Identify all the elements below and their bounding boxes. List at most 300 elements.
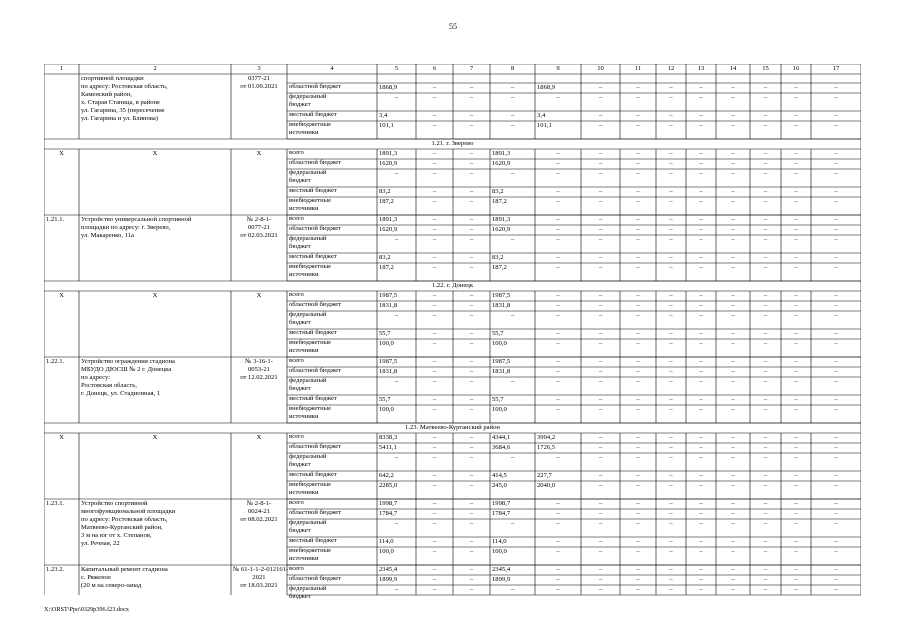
value-cell-col11: –: [636, 444, 640, 451]
value-cell-col5: 83,2: [379, 188, 391, 195]
value-cell-col15: –: [763, 434, 768, 441]
value-cell-col8: 1620,9: [492, 160, 511, 167]
value-cell-col14: –: [731, 150, 735, 157]
value-cell-col6: –: [432, 500, 437, 507]
value-cell-col12: –: [669, 368, 673, 375]
value-cell-col17: –: [834, 538, 838, 545]
value-cell-col15: –: [763, 586, 768, 593]
value-cell-col16: –: [794, 406, 798, 413]
value-cell-col10: –: [598, 150, 603, 157]
value-cell-col5: –: [394, 520, 399, 527]
value-cell-col11: –: [636, 198, 640, 205]
x-mark: Х: [256, 434, 262, 441]
value-cell-col15: –: [763, 482, 768, 489]
value-cell-col10: –: [598, 566, 603, 573]
value-cell-col10: –: [598, 340, 603, 347]
value-cell-col8: 1620,9: [492, 226, 511, 233]
value-cell-col13: –: [699, 472, 703, 479]
value-cell-col10: –: [598, 368, 603, 375]
value-cell-col16: –: [794, 236, 798, 243]
value-cell-col6: –: [432, 566, 437, 573]
value-cell-col9: –: [556, 236, 560, 243]
value-cell-col8: 1831,8: [492, 368, 511, 375]
value-cell-col13: –: [699, 292, 703, 299]
value-cell-col7: –: [469, 122, 474, 129]
value-cell-col10: –: [598, 406, 603, 413]
budget-type-ext: внебюджетные источники: [289, 481, 332, 496]
value-cell-col12: –: [669, 292, 673, 299]
value-cell-col13: –: [699, 566, 703, 573]
budget-type-fed: федеральный бюджет: [289, 585, 327, 600]
value-cell-col7: –: [469, 538, 474, 545]
budget-type-all: всего: [289, 291, 304, 298]
object-name: Устройство спортивной многофункциональной площадки по адресу: Ростовская область, Матвеево-Курганский район, 3 м на юг от х. Степанов, ул. Речная, 22: [81, 500, 176, 547]
value-cell-col6: –: [432, 198, 437, 205]
value-cell-col6: –: [432, 150, 437, 157]
budget-type-fed: федеральный бюджет: [289, 377, 327, 392]
value-cell-col16: –: [794, 254, 798, 261]
value-cell-col9: –: [556, 548, 560, 555]
value-cell-col11: –: [636, 112, 640, 119]
value-cell-col17: –: [834, 340, 838, 347]
budget-type-loc: местный бюджет: [289, 537, 337, 544]
section-title: 1.22. г. Донецк: [431, 282, 474, 289]
value-cell-col17: –: [834, 358, 838, 365]
value-cell-col9: –: [556, 150, 560, 157]
value-cell-col8: –: [510, 122, 515, 129]
value-cell-col5: 1620,9: [379, 226, 398, 233]
value-cell-col11: –: [636, 472, 640, 479]
value-cell-col6: –: [432, 330, 437, 337]
value-cell-col7: –: [469, 358, 474, 365]
value-cell-col7: –: [469, 566, 474, 573]
value-cell-col9: –: [556, 254, 560, 261]
value-cell-col8: 187,2: [492, 264, 507, 271]
value-cell-col11: –: [636, 482, 640, 489]
column-header-7: 7: [469, 65, 474, 72]
budget-type-fed: федеральный бюджет: [289, 311, 327, 326]
value-cell-col7: –: [469, 330, 474, 337]
value-cell-col12: –: [669, 122, 673, 129]
value-cell-col11: –: [636, 170, 640, 177]
value-cell-col12: –: [669, 150, 673, 157]
value-cell-col16: –: [794, 396, 798, 403]
value-cell-col14: –: [731, 586, 735, 593]
value-cell-col8: –: [510, 84, 515, 91]
value-cell-col6: –: [432, 84, 437, 91]
value-cell-col10: –: [598, 444, 603, 451]
value-cell-col13: –: [699, 378, 703, 385]
value-cell-col12: –: [669, 586, 673, 593]
value-cell-col15: –: [763, 576, 768, 583]
value-cell-col8: –: [510, 378, 515, 385]
value-cell-col15: –: [763, 122, 768, 129]
value-cell-col13: –: [699, 538, 703, 545]
value-cell-col9: –: [556, 264, 560, 271]
value-cell-col13: –: [699, 548, 703, 555]
value-cell-col11: –: [636, 94, 640, 101]
x-mark: Х: [59, 150, 64, 157]
value-cell-col6: –: [432, 378, 437, 385]
value-cell-col9: –: [556, 216, 560, 223]
value-cell-col6: –: [432, 472, 437, 479]
value-cell-col10: –: [598, 312, 603, 319]
value-cell-col11: –: [636, 406, 640, 413]
value-cell-col11: –: [636, 368, 640, 375]
value-cell-col12: –: [669, 264, 673, 271]
value-cell-col11: –: [636, 226, 640, 233]
value-cell-col15: –: [763, 94, 768, 101]
value-cell-col10: –: [598, 188, 603, 195]
value-cell-col12: –: [669, 500, 673, 507]
value-cell-col6: –: [432, 434, 437, 441]
value-cell-col17: –: [834, 520, 838, 527]
value-cell-col9: –: [556, 586, 560, 593]
budget-type-all: всего: [289, 357, 304, 364]
value-cell-col12: –: [669, 576, 673, 583]
value-cell-col7: –: [469, 84, 474, 91]
value-cell-col14: –: [731, 330, 735, 337]
value-cell-col10: –: [598, 576, 603, 583]
value-cell-col15: –: [763, 472, 768, 479]
value-cell-col14: –: [731, 396, 735, 403]
value-cell-col12: –: [669, 538, 673, 545]
value-cell-col15: –: [763, 340, 768, 347]
value-cell-col11: –: [636, 302, 640, 309]
value-cell-col11: –: [636, 548, 640, 555]
value-cell-col14: –: [731, 444, 735, 451]
budget-type-fed: федеральный бюджет: [289, 235, 327, 250]
value-cell-col17: –: [834, 396, 838, 403]
value-cell-col5: 2345,4: [379, 566, 398, 573]
value-cell-col5: –: [394, 236, 399, 243]
value-cell-col7: –: [469, 226, 474, 233]
value-cell-col16: –: [794, 94, 798, 101]
value-cell-col7: –: [469, 454, 474, 461]
value-cell-col6: –: [432, 236, 437, 243]
value-cell-col8: 1891,3: [492, 150, 511, 157]
value-cell-col15: –: [763, 520, 768, 527]
document-number: 0377-21 от 01.09.2021: [240, 75, 278, 90]
value-cell-col16: –: [794, 150, 798, 157]
value-cell-col5: –: [394, 586, 399, 593]
value-cell-col5: –: [394, 312, 399, 319]
value-cell-col13: –: [699, 406, 703, 413]
value-cell-col7: –: [469, 444, 474, 451]
value-cell-col13: –: [699, 236, 703, 243]
value-cell-col12: –: [669, 170, 673, 177]
value-cell-col16: –: [794, 368, 798, 375]
item-number: 1.23.2.: [46, 566, 65, 573]
value-cell-col7: –: [469, 254, 474, 261]
value-cell-col5: 100,0: [379, 548, 394, 555]
value-cell-col16: –: [794, 312, 798, 319]
value-cell-col10: –: [598, 216, 603, 223]
value-cell-col16: –: [794, 188, 798, 195]
value-cell-col11: –: [636, 312, 640, 319]
value-cell-col5: 187,2: [379, 264, 394, 271]
value-cell-col13: –: [699, 358, 703, 365]
value-cell-col6: –: [432, 510, 437, 517]
value-cell-col5: 1998,7: [379, 500, 398, 507]
document-number: № 61-1-1-2-012161- 2021 от 18.03.2021: [233, 566, 289, 589]
value-cell-col17: –: [834, 472, 838, 479]
value-cell-col14: –: [731, 500, 735, 507]
budget-type-fed: федеральный бюджет: [289, 169, 327, 184]
value-cell-col9: 227,7: [537, 472, 552, 479]
value-cell-col14: –: [731, 94, 735, 101]
item-number: 1.21.1.: [46, 216, 65, 223]
value-cell-col10: –: [598, 236, 603, 243]
value-cell-col6: –: [432, 226, 437, 233]
value-cell-col6: –: [432, 358, 437, 365]
budget-type-obl: областной бюджет: [289, 367, 342, 374]
value-cell-col10: –: [598, 520, 603, 527]
value-cell-col7: –: [469, 170, 474, 177]
value-cell-col17: –: [834, 406, 838, 413]
value-cell-col16: –: [794, 434, 798, 441]
value-cell-col10: –: [598, 482, 603, 489]
value-cell-col10: –: [598, 472, 603, 479]
value-cell-col16: –: [794, 548, 798, 555]
value-cell-col11: –: [636, 160, 640, 167]
value-cell-col12: –: [669, 472, 673, 479]
value-cell-col15: –: [763, 112, 768, 119]
value-cell-col14: –: [731, 84, 735, 91]
value-cell-col17: –: [834, 330, 838, 337]
value-cell-col6: –: [432, 444, 437, 451]
value-cell-col17: –: [834, 198, 838, 205]
value-cell-col9: –: [556, 302, 560, 309]
column-header-2: 2: [153, 65, 157, 72]
value-cell-col13: –: [699, 264, 703, 271]
value-cell-col14: –: [731, 538, 735, 545]
value-cell-col13: –: [699, 500, 703, 507]
value-cell-col7: –: [469, 368, 474, 375]
value-cell-col7: –: [469, 264, 474, 271]
value-cell-col14: –: [731, 302, 735, 309]
value-cell-col11: –: [636, 188, 640, 195]
value-cell-col6: –: [432, 122, 437, 129]
x-mark: Х: [59, 434, 64, 441]
value-cell-col9: –: [556, 330, 560, 337]
value-cell-col15: –: [763, 454, 768, 461]
value-cell-col16: –: [794, 576, 798, 583]
value-cell-col12: –: [669, 510, 673, 517]
value-cell-col17: –: [834, 454, 838, 461]
value-cell-col6: –: [432, 188, 437, 195]
value-cell-col17: –: [834, 510, 838, 517]
value-cell-col10: –: [598, 94, 603, 101]
value-cell-col14: –: [731, 454, 735, 461]
value-cell-col9: –: [556, 510, 560, 517]
value-cell-col12: –: [669, 548, 673, 555]
value-cell-col15: –: [763, 302, 768, 309]
value-cell-col17: –: [834, 444, 838, 451]
value-cell-col8: 1899,9: [492, 576, 511, 583]
column-header-5: 5: [394, 65, 399, 72]
value-cell-col14: –: [731, 358, 735, 365]
value-cell-col9: 101,1: [537, 122, 552, 129]
value-cell-col8: 100,0: [492, 406, 507, 413]
value-cell-col9: –: [556, 188, 560, 195]
value-cell-col12: –: [669, 84, 673, 91]
value-cell-col11: –: [636, 576, 640, 583]
value-cell-col16: –: [794, 292, 798, 299]
value-cell-col14: –: [731, 292, 735, 299]
budget-type-ext: внебюджетные источники: [289, 405, 332, 420]
value-cell-col8: 100,0: [492, 548, 507, 555]
value-cell-col17: –: [834, 226, 838, 233]
value-cell-col8: –: [510, 586, 515, 593]
value-cell-col13: –: [699, 434, 703, 441]
value-cell-col7: –: [469, 586, 474, 593]
value-cell-col11: –: [636, 150, 640, 157]
column-header-16: 16: [792, 65, 800, 72]
value-cell-col16: –: [794, 454, 798, 461]
value-cell-col9: –: [556, 378, 560, 385]
value-cell-col10: –: [598, 434, 603, 441]
column-header-15: 15: [762, 65, 769, 72]
value-cell-col17: –: [834, 264, 838, 271]
value-cell-col16: –: [794, 358, 798, 365]
value-cell-col16: –: [794, 226, 798, 233]
value-cell-col17: –: [834, 586, 838, 593]
value-cell-col12: –: [669, 566, 673, 573]
value-cell-col7: –: [469, 406, 474, 413]
value-cell-col10: –: [598, 396, 603, 403]
value-cell-col6: –: [432, 264, 437, 271]
value-cell-col6: –: [432, 454, 437, 461]
budget-table: [44, 64, 861, 602]
value-cell-col13: –: [699, 586, 703, 593]
value-cell-col7: –: [469, 198, 474, 205]
value-cell-col14: –: [731, 482, 735, 489]
value-cell-col11: –: [636, 216, 640, 223]
value-cell-col17: –: [834, 434, 838, 441]
value-cell-col14: –: [731, 216, 735, 223]
value-cell-col17: –: [834, 170, 838, 177]
value-cell-col12: –: [669, 358, 673, 365]
value-cell-col9: –: [556, 396, 560, 403]
value-cell-col16: –: [794, 520, 798, 527]
value-cell-col12: –: [669, 454, 673, 461]
value-cell-col16: –: [794, 122, 798, 129]
value-cell-col13: –: [699, 454, 703, 461]
value-cell-col17: –: [834, 254, 838, 261]
value-cell-col8: 1784,7: [492, 510, 511, 517]
document-number: № 2-8-1- 0024-21 от 08.02.2021: [240, 500, 278, 523]
value-cell-col17: –: [834, 160, 838, 167]
value-cell-col13: –: [699, 188, 703, 195]
value-cell-col8: 2345,4: [492, 566, 511, 573]
value-cell-col10: –: [598, 586, 603, 593]
value-cell-col13: –: [699, 444, 703, 451]
value-cell-col12: –: [669, 520, 673, 527]
budget-type-all: всего: [289, 215, 304, 222]
budget-type-all: всего: [289, 565, 304, 572]
value-cell-col12: –: [669, 396, 673, 403]
value-cell-col16: –: [794, 482, 798, 489]
value-cell-col7: –: [469, 292, 474, 299]
value-cell-col5: 101,1: [379, 122, 394, 129]
value-cell-col5: 1891,3: [379, 150, 398, 157]
value-cell-col6: –: [432, 576, 437, 583]
value-cell-col14: –: [731, 254, 735, 261]
value-cell-col12: –: [669, 312, 673, 319]
value-cell-col15: –: [763, 396, 768, 403]
value-cell-col14: –: [731, 188, 735, 195]
value-cell-col17: –: [834, 500, 838, 507]
value-cell-col12: –: [669, 226, 673, 233]
value-cell-col7: –: [469, 340, 474, 347]
value-cell-col7: –: [469, 396, 474, 403]
value-cell-col14: –: [731, 548, 735, 555]
value-cell-col11: –: [636, 454, 640, 461]
value-cell-col7: –: [469, 236, 474, 243]
value-cell-col9: 3,4: [537, 112, 546, 119]
value-cell-col7: –: [469, 160, 474, 167]
value-cell-col9: –: [556, 406, 560, 413]
value-cell-col15: –: [763, 312, 768, 319]
object-name: спортивной площадки по адресу: Ростовская область, Каменский район, х. Старая Станица, в районе ул. Гагарина, 35 (пересечение ул. Гагарина и ул. Блинова): [81, 75, 168, 122]
object-name: Устройство ограждения стадиона МБУДО ДЮСШ № 2 г. Донецка по адресу: Ростовская область, г. Донецк, ул. Стадионная, 1: [81, 358, 175, 397]
value-cell-col10: –: [598, 302, 603, 309]
value-cell-col6: –: [432, 396, 437, 403]
value-cell-col14: –: [731, 264, 735, 271]
value-cell-col5: 1987,5: [379, 358, 398, 365]
value-cell-col15: –: [763, 188, 768, 195]
value-cell-col6: –: [432, 586, 437, 593]
value-cell-col11: –: [636, 84, 640, 91]
value-cell-col15: –: [763, 378, 768, 385]
item-number: 1.22.1.: [46, 358, 65, 365]
value-cell-col7: –: [469, 94, 474, 101]
value-cell-col16: –: [794, 586, 798, 593]
value-cell-col15: –: [763, 226, 768, 233]
value-cell-col16: –: [794, 264, 798, 271]
value-cell-col17: –: [834, 566, 838, 573]
value-cell-col12: –: [669, 406, 673, 413]
value-cell-col17: –: [834, 312, 838, 319]
value-cell-col7: –: [469, 472, 474, 479]
value-cell-col8: 245,0: [492, 482, 507, 489]
value-cell-col13: –: [699, 226, 703, 233]
value-cell-col16: –: [794, 216, 798, 223]
value-cell-col10: –: [598, 548, 603, 555]
value-cell-col9: –: [556, 454, 560, 461]
value-cell-col14: –: [731, 198, 735, 205]
value-cell-col7: –: [469, 548, 474, 555]
value-cell-col10: –: [598, 292, 603, 299]
value-cell-col6: –: [432, 160, 437, 167]
value-cell-col11: –: [636, 330, 640, 337]
budget-type-loc: местный бюджет: [289, 253, 337, 260]
value-cell-col10: –: [598, 112, 603, 119]
value-cell-col11: –: [636, 586, 640, 593]
budget-type-obl: областной бюджет: [289, 301, 342, 308]
value-cell-col10: –: [598, 264, 603, 271]
column-header-12: 12: [667, 65, 675, 72]
budget-type-obl: областной бюджет: [289, 575, 342, 582]
column-header-6: 6: [432, 65, 437, 72]
value-cell-col6: –: [432, 482, 437, 489]
value-cell-col15: –: [763, 264, 768, 271]
budget-type-fed: федеральный бюджет: [289, 519, 327, 534]
value-cell-col14: –: [731, 226, 735, 233]
budget-type-loc: местный бюджет: [289, 329, 337, 336]
value-cell-col14: –: [731, 510, 735, 517]
